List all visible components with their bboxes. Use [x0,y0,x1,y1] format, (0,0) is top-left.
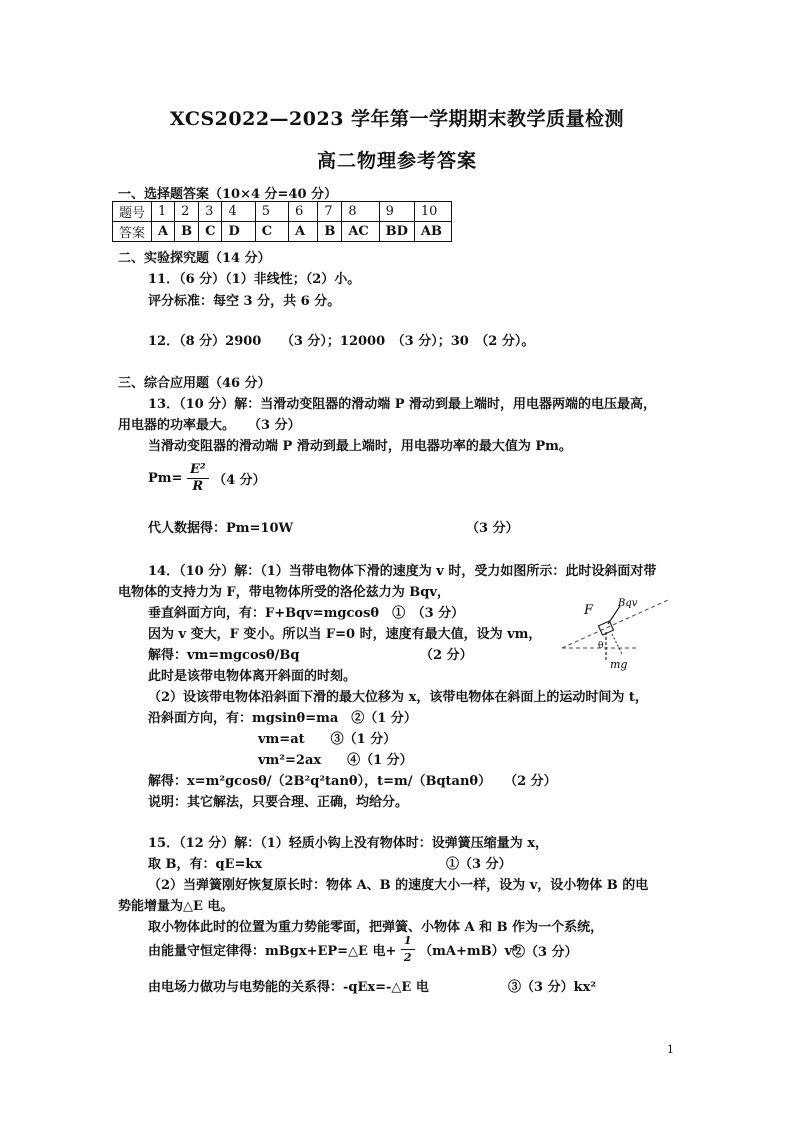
fig-label-f: F [584,603,594,618]
document-title: XCS2022—2023 学年第一学期期末教学质量检测 [169,108,625,130]
q14-line: 电物体的支持力为 F，带电物体所受的洛伦兹力为 Bqv， [118,585,450,600]
table-cell: 题号 [113,202,152,222]
q14-line: vm²=2ax ④（1 分） [258,753,413,768]
q15-line: 取 B，有：qE=kx [148,857,263,872]
table-cell: 10 [414,202,452,222]
table-cell: 答案 [113,222,152,242]
equation-part: （mA+mB）v² [419,944,518,959]
table-cell: 4 [222,202,255,222]
q11-criteria: 评分标准：每空 3 分，共 6 分。 [148,294,341,309]
q11-answer: 11．（6 分）（1）非线性；（2）小。 [148,272,361,287]
force-diagram [558,596,678,674]
table-cell: B [175,222,199,242]
q14-line: vm=at ③（1 分） [258,732,397,747]
table-row [113,222,452,242]
q15-energy-equation [148,933,518,966]
table-cell: 3 [199,202,222,222]
q14-line: 因为 v 变大，F 变小。所以当 F=0 时，速度有最大值，设为 vm， [148,627,542,642]
fig-label-mg: mg [610,658,628,671]
table-cell: AC [342,222,379,242]
q15-score: ③（3 分）kx² [508,980,597,995]
q14-line: 沿斜面方向，有：mgsinθ=ma ②（1 分） [148,711,417,726]
q14-line: 垂直斜面方向，有：F+Bqv=mgcosθ ① （3 分） [148,606,465,621]
table-cell: AB [414,222,452,242]
q14-line: （2）设该带电物体沿斜面下滑的最大位移为 x，该带电物体在斜面上的运动时间为 t， [148,690,648,705]
q13-line: 13．（10 分）解：当滑动变阻器的滑动端 P 滑动到最上端时，用电器两端的电压最高， [148,397,657,412]
fraction-numerator: 1 [401,933,415,950]
fig-label-theta: θ [598,641,604,651]
section2-heading: 二、实验探究题（14 分） [118,251,271,266]
q15-score: ①（3 分） [446,857,512,872]
q15-line: 由电场力做功与电势能的关系得：-qEx=-△E 电 [148,980,429,995]
formula-score: （4 分） [213,473,266,488]
q12-answer: 12．（8 分）2900 （3 分）；12000 （3 分）；30 （2 分）。 [148,334,535,349]
q14-score: （2 分） [420,648,473,663]
q13-line: 用电器的功率最大。 （3 分） [118,418,301,433]
answer-table [112,201,452,242]
q14-line: 说明：其它解法，只要合理、正确，均给分。 [148,795,409,810]
equation-part: 由能量守恒定律得：mBgx+EP=△E 电+ [148,944,397,959]
section3-heading: 三、综合应用题（46 分） [118,376,271,391]
table-cell: BD [379,222,414,242]
table-cell: A [289,222,318,242]
table-cell: 1 [152,202,175,222]
q14-line: 此时是该带电物体离开斜面的时刻。 [148,669,357,684]
table-cell: 7 [318,202,342,222]
table-cell: 6 [289,202,318,222]
q13-line: 当滑动变阻器的滑动端 P 滑动到最上端时，用电器功率的最大值为 Pm。 [148,439,572,454]
table-cell: C [255,222,288,242]
table-cell: 2 [175,202,199,222]
normal-dash [612,634,622,654]
formula-fraction [187,462,209,495]
fig-label-bqv: Bqv [618,598,638,609]
q13-result: 代人数据得：Pm=10W [148,521,294,536]
table-cell: 5 [255,202,288,222]
q14-line: 14．（10 分）解：（1）当带电物体下滑的速度为 v 时，受力如图所示：此时设斜面对带 [148,564,657,579]
document-subtitle: 高二物理参考答案 [316,150,477,172]
table-cell: A [152,222,175,242]
fraction-numerator: E² [187,462,209,479]
q15-score: ②（3 分） [512,945,578,960]
fraction-denominator: R [192,479,204,494]
q15-line: 势能增量为△E 电。 [118,899,234,914]
q14-line: 解得：vm=mgcosθ/Bq [148,648,300,663]
incline-line [562,600,668,648]
table-cell: D [222,222,255,242]
table-cell: C [199,222,222,242]
table-cell: 9 [379,202,414,222]
q15-line: （2）当弹簧刚好恢复原长时：物体 A、B 的速度大小一样，设为 v，设小物体 B 的电 [148,878,649,893]
page-number: 1 [667,1043,674,1056]
q14-line: 解得：x=m²gcosθ/（2B²q²tanθ），t=m/（Bqtanθ） （2 分） [148,774,557,789]
equation-fraction [401,933,415,966]
q15-line: 取小物体此时的位置为重力势能零面，把弹簧、小物体 A 和 B 作为一个系统， [148,920,604,935]
section1-heading: 一、选择题答案（10×4 分=40 分） [118,187,338,202]
table-cell: B [318,222,342,242]
table-cell: 8 [342,202,379,222]
q15-line: 15．（12 分）解：（1）轻质小钩上没有物体时：设弹簧压缩量为 x， [148,836,549,851]
q13-result-score: （3 分） [466,521,519,536]
table-row [113,202,452,222]
formula-lhs: Pm= [148,471,183,486]
q13-formula [148,462,266,495]
fraction-denominator: 2 [403,951,412,964]
